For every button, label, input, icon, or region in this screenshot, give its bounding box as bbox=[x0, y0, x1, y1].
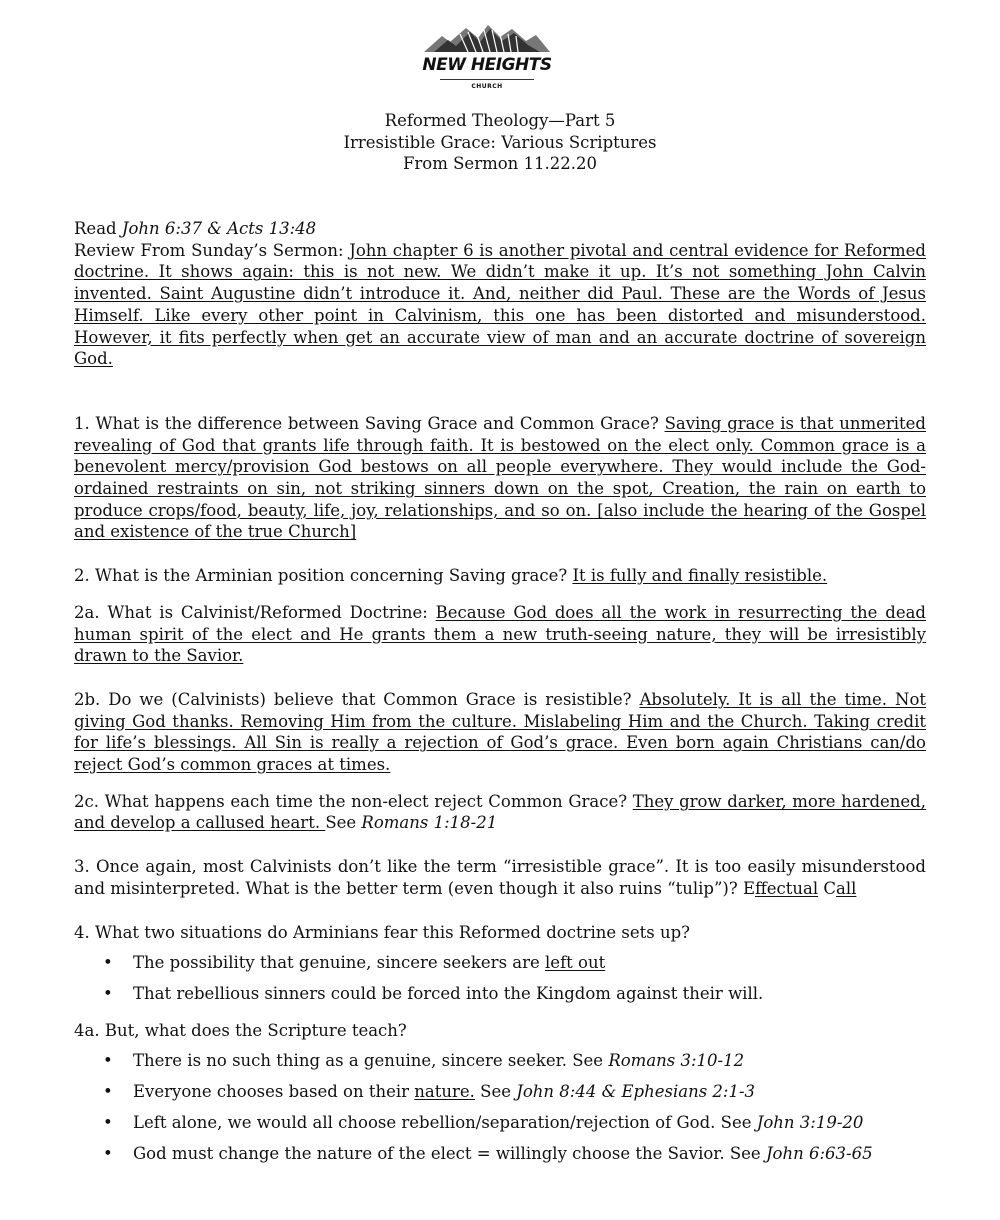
question-1-answer: Saving grace is that unmerited revealing of God that grants life through faith. It is bestowed on the elect only. Common grace is a benevolent mercy/provision God bestows on all people everywhere. They would include the God-ordained restraints on sin, not striking sinners down on the spot, Creation, the rain on earth to produce crops/food, beauty, life, joy, relationships, and so on. [also include the hearing of the Gospel and existence of the true Church] bbox=[74, 413, 926, 542]
logo-divider bbox=[440, 79, 534, 80]
list-item bbox=[74, 1143, 926, 1165]
question-2a-text: 2a. What is Calvinist/Reformed Doctrine: bbox=[74, 602, 436, 622]
question-3 bbox=[74, 856, 926, 899]
list-item bbox=[74, 983, 926, 1005]
list-item-reference: Romans 3:10-12 bbox=[608, 1051, 745, 1071]
question-2-text: 2. What is the Arminian position concerning Saving grace? bbox=[74, 566, 573, 586]
question-4a-list bbox=[74, 1050, 926, 1164]
bullet-icon: • bbox=[103, 953, 113, 973]
question-4-list bbox=[74, 952, 926, 1004]
list-item-reference: John 8:44 & Ephesians 2:1-3 bbox=[516, 1082, 756, 1102]
question-2 bbox=[74, 565, 926, 587]
list-item-emphasis: nature. bbox=[414, 1082, 475, 1102]
question-2c-text: 2c. What happens each time the non-elect reject Common Grace? bbox=[74, 791, 633, 811]
logo-subtitle: CHURCH bbox=[471, 83, 503, 90]
list-item-reference: John 3:19-20 bbox=[756, 1112, 864, 1132]
mountain-logo-icon bbox=[420, 22, 554, 58]
question-4a: 4a. But, what does the Scripture teach? bbox=[74, 1020, 407, 1040]
document-body bbox=[74, 218, 926, 1164]
document-header bbox=[0, 110, 1000, 175]
list-item bbox=[74, 952, 926, 974]
list-item-text: That rebellious sinners could be forced into the Kingdom against their will. bbox=[133, 983, 764, 1003]
bullet-icon: • bbox=[103, 983, 113, 1003]
question-2a-answer: Because God does all the work in resurrecting the dead human spirit of the elect and He grants them a new truth-seeing nature, they will be irresistibly drawn to the Savior. bbox=[74, 602, 926, 666]
list-item-see: See bbox=[474, 1082, 517, 1102]
list-item-text: The possibility that genuine, sincere seekers are bbox=[133, 953, 546, 973]
list-item-emphasis: left out bbox=[545, 953, 606, 973]
answer-ffectual: ffectual bbox=[755, 878, 819, 898]
read-label: Read bbox=[74, 219, 122, 238]
question-2c bbox=[74, 791, 926, 834]
review-paragraph bbox=[74, 240, 926, 370]
question-2c-reference: Romans 1:18-21 bbox=[361, 813, 498, 833]
bullet-icon: • bbox=[103, 1051, 113, 1071]
answer-c: C bbox=[823, 878, 836, 898]
question-3-text: 3. Once again, most Calvinists don’t like the term “irresistible grace”. It is too easily misunderstood and misinterpreted. What is the better term (even though it also ruins “tulip”)? bbox=[74, 857, 926, 898]
bullet-icon: • bbox=[103, 1143, 113, 1163]
bullet-icon: • bbox=[103, 1112, 113, 1132]
answer-all: all bbox=[835, 878, 857, 898]
series-title: Reformed Theology—Part 5 bbox=[384, 111, 616, 130]
question-2c-answer: They grow darker, more hardened, and develop a callused heart. bbox=[74, 791, 926, 833]
question-2b-answer: Absolutely. It is all the time. Not giving God thanks. Removing Him from the culture. Mislabeling Him and the Church. Taking credit for life’s blessings. All Sin is really a rejection of God’s grace. Even born again Christians can/do reject God’s common graces at times. bbox=[74, 689, 927, 775]
logo-name: NEW HEIGHTS bbox=[422, 55, 552, 75]
question-2-answer: It is fully and finally resistible. bbox=[572, 566, 828, 586]
lesson-title: Irresistible Grace: Various Scriptures bbox=[343, 132, 657, 152]
sermon-date: From Sermon 11.22.20 bbox=[402, 154, 598, 173]
question-1 bbox=[74, 413, 926, 543]
list-item-reference: John 6:63-65 bbox=[765, 1143, 873, 1163]
review-label: Review From Sunday’s Sermon: bbox=[74, 240, 350, 260]
question-2c-see: See bbox=[325, 813, 362, 833]
list-item bbox=[74, 1081, 926, 1103]
bullet-icon: • bbox=[103, 1082, 113, 1102]
read-line bbox=[74, 218, 926, 240]
list-item bbox=[74, 1112, 926, 1134]
question-2b bbox=[74, 689, 926, 776]
question-2b-text: 2b. Do we (Calvinists) believe that Common Grace is resistible? bbox=[74, 689, 640, 709]
question-2a bbox=[74, 602, 926, 667]
list-item-text: Everyone chooses based on their bbox=[133, 1082, 415, 1102]
list-item bbox=[74, 1050, 926, 1072]
church-logo bbox=[420, 22, 554, 98]
list-item-text: There is no such thing as a genuine, sincere seeker. See bbox=[133, 1051, 609, 1071]
question-4: 4. What two situations do Arminians fear this Reformed doctrine sets up? bbox=[74, 922, 690, 942]
read-reference: John 6:37 & Acts 13:48 bbox=[121, 219, 317, 238]
answer-e: E bbox=[742, 878, 755, 898]
review-text: John chapter 6 is another pivotal and central evidence for Reformed doctrine. It shows again: this is not new. We didn’t make it up. It’s not something John Calvin invented. Saint Augustine didn’t introduce it. And, neither did Paul. These are the Words of Jesus Himself. Like every other point in Calvinism, this one has been distorted and misunderstood. However, it fits perfectly when get an accurate view of man and an accurate doctrine of sovereign God. bbox=[74, 240, 926, 369]
list-item-text: Left alone, we would all choose rebellion/separation/rejection of God. See bbox=[133, 1112, 757, 1132]
list-item-text: God must change the nature of the elect = willingly choose the Savior. See bbox=[133, 1143, 766, 1163]
question-1-text: 1. What is the difference between Saving Grace and Common Grace? bbox=[74, 413, 665, 433]
